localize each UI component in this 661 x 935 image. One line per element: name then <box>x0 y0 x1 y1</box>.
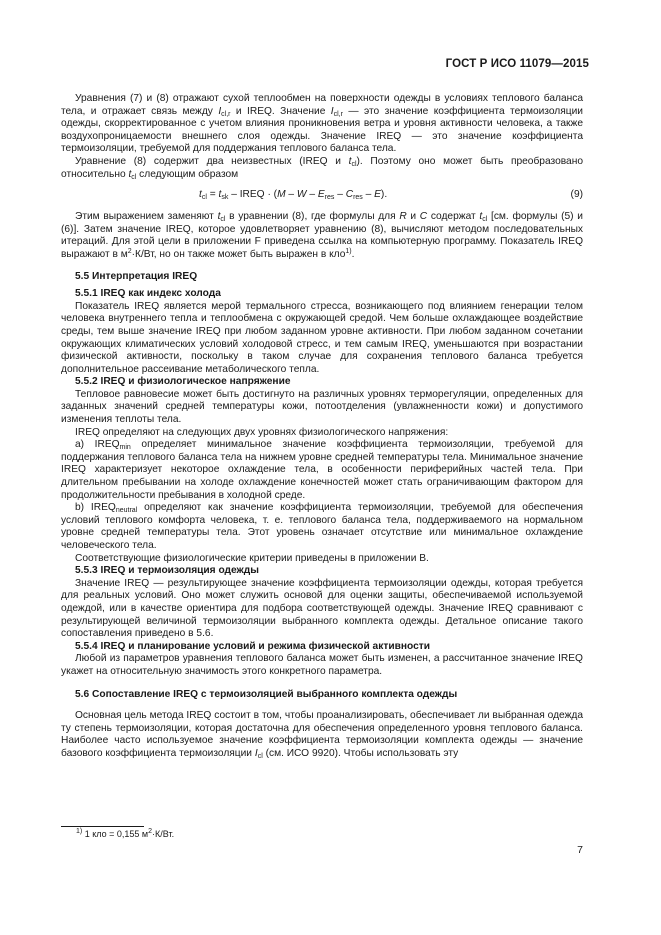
section-heading-5-5: 5.5 Интерпретация IREQ <box>75 270 198 282</box>
section-heading-5-5-2: 5.5.2 IREQ и физиологическое напряжение <box>75 376 291 388</box>
paragraph: Уравнение (8) содержит два неизвестных (IREQ и $t_{cl}$). Поэтому оно может быть преобразовано относительно $t_{cl}$ следующим образом <box>61 155 583 181</box>
document-body <box>61 93 583 761</box>
paragraph: IREQ определяют на следующих двух уровнях физиологического напряжения: <box>75 426 449 438</box>
equation-number: (9) <box>570 189 583 201</box>
paragraph: Основная цель метода IREQ состоит в том, чтобы проанализировать, обеспечивает ли выбранная одежда ту степень термоизоляции, которая достаточна для обеспечения определенного уровня теплового баланса. Наиболее часто используемое значение коэффициента термоизоляции комплекта одежды — значение базового коэффициента термоизоляции $I_{cl}$ (см. ИСО 9920). Чтобы использовать эту <box>61 710 583 760</box>
paragraph: b) $IREQ_{neutral}$ определяют как значение коэффициента термоизоляции, требуемой для обеспечения условий теплового комфорта человека, т. е. теплового баланса тела, поддерживаемого на нормальном уровне средней температуры тела. Этот уровень означает отсутствие или минимальное охлаждение человеческого тела. <box>61 502 584 551</box>
paragraph: Любой из параметров уравнения теплового баланса может быть изменен, а рассчитанное значение IREQ укажет на относительную значимость этого конкретного параметра. <box>61 653 583 677</box>
footnote-divider <box>61 826 144 827</box>
equation-9 <box>61 185 583 207</box>
paragraph: Соответствующие физиологические критерии приведены в приложении В. <box>75 552 429 564</box>
paragraph: Значение IREQ — результирующее значение коэффициента термоизоляции одежды, которая требуется для реальных условий. Оно может служить основой для оценки защиты, обеспечиваемой используемой одеждой, или в качестве ориентира для подбора соответствующей одежды. Значение IREQ сравнивают с результирующей величиной термоизоляции выбранного комплекта одежды. Детальное описание такого сопоставления приведено в 5.6. <box>61 577 583 640</box>
paragraph: Этим выражением заменяют $t_{cl}$ в уравнении (8), где формулы для R и C содержат $t_{cl}$ [см. формулы (5) и (6)]. Затем значение IREQ, которое удовлетворяет уравнению (8), вычисляют методом последовательных итераций. Для этой цели в приложении F приведена ссылка на компьютерную программу. Показатель IREQ выражают в $м^2\cdot К/Вт$, но он также может быть выражен в кло$^{1)}$. <box>61 211 583 260</box>
section-heading-5-6: 5.6 Сопоставление IREQ с термоизоляцией выбранного комплекта одежды <box>75 688 458 700</box>
paragraph: Уравнения (7) и (8) отражают сухой теплообмен на поверхности одежды в условиях теплового баланса тела, и отражает связь между $I_{cl,r}$ и IREQ. Значение $I_{cl,r}$ — это значение коэффициента термоизоляции одежды, скорректированное с учетом влияния проникновения ветра и уровня активности человека, а также воздухопроницаемости внешнего слоя одежды. Значение IREQ — это значение коэффициента термоизоляции, требуемой для поддержания теплового баланса тела. <box>61 93 583 155</box>
paragraph: Тепловое равновесие может быть достигнуто на различных уровнях терморегуляции, определенных для заданных значений средней температуры кожи, потоотделения (увлажненности кожи) и допустимого изменения теплоты тела. <box>61 388 583 426</box>
paragraph: a) $IREQ_{min}$ определяет минимальное значение коэффициента термоизоляции, требуемой для поддержания теплового баланса тела на нижнем уровне средней температуры тела. Минимальное значение IREQ характеризует некоторое охлаждение тела, в особенности периферийных частей тела. При длительном пребывании на холоде охлаждение конечностей может стать ограничивающим фактором для продолжительности пребывания в холодной среде. <box>61 439 584 501</box>
equation-formula: $t_{cl} = t_{sk}$ – IREQ · (M – W – $E_{res} - C_{res} - E$). <box>199 189 388 202</box>
paragraph: Показатель IREQ является мерой термального стресса, возникающего под влиянием генерации телом человека внутреннего тепла и теплообмена с окружающей средой. Чем больше охлаждающее воздействие среды, тем выше значение IREQ при любом заданном уровне активности. При любом заданном сочетании окружающих климатических условий холодовой стресс, и тем самым IREQ, уменьшаются при возрастании физической активности, поскольку в таком случае для сохранения теплового баланса требуется дополнительное рассеивание метаболического тепла. <box>61 300 583 375</box>
footnote: $^{1)}$ 1 кло = 0,155 $м^2\cdot К/Вт$. <box>76 828 175 839</box>
section-heading-5-5-3: 5.5.3 IREQ и термоизоляция одежды <box>75 565 259 577</box>
document-header: ГОСТ Р ИСО 11079—2015 <box>445 58 589 70</box>
section-heading-5-5-4: 5.5.4 IREQ и планирование условий и режима физической активности <box>75 640 430 652</box>
page-number: 7 <box>577 844 583 856</box>
section-heading-5-5-1: 5.5.1 IREQ как индекс холода <box>75 288 221 300</box>
